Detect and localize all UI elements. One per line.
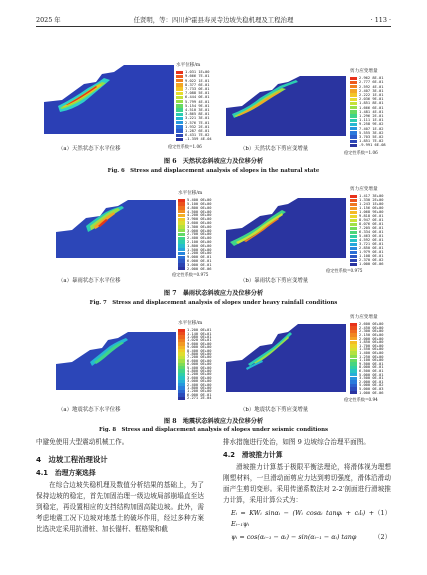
paragraph-scheme-selection: 在综合边坡失稳机理及数值分析结果的基础上，为了保持边坡的稳定，首先加固治理一级边坡局部崩塌直至达到稳定，再设置相应的支挡结构加固高陡边坡。此外，需考虑地震工况下边坡对地基土的破坏作用，经过多种方案比选决定采用抗滑桩、加长锚杆、框格梁和截	[36, 481, 204, 533]
subsection-heading-4-1: 4.1 治理方案选择	[36, 469, 96, 477]
fig7b-legend-value: 7.205 0E-01	[359, 226, 384, 231]
fig7a-stability-factor: 稳定性系数=0.975	[172, 272, 209, 277]
fig8b-legend-value: 1.550 0E+00	[359, 347, 384, 352]
fig6b-legend-value: 1.296 2E-01	[359, 114, 384, 119]
fig8a-legend-value: 1.020 0E+01	[187, 338, 212, 343]
fig6a-legend-value: -1.359 4E-04	[185, 137, 212, 142]
fig8a-legend-value: 2.271 2E-04	[187, 396, 212, 401]
fig7a-legend-value: 1.200 0E+00	[187, 251, 212, 256]
section-heading-4: 4 边坡工程治理设计	[36, 455, 108, 464]
fig8b-legend-title: 剪力应变增量	[350, 315, 378, 320]
fig7-horizontal-displacement-plot	[56, 191, 216, 277]
fig6b-legend-value: 7.407 1E-02	[359, 126, 384, 131]
equation-1-body: Eᵢ = KWᵢ sinαᵢ − (Wᵢ cosαᵢ tanφᵢ + cᵢlᵢ) + Eᵢ₋₁ψᵢ	[231, 509, 375, 528]
fig8a-subcaption: （a）地震状态下水平位移	[58, 407, 121, 413]
fig8b-legend-value: 2.150 0E+00	[359, 333, 384, 338]
fig6b-legend-value: 5.555 3E-02	[359, 130, 384, 135]
fig6b-subcaption: （b）天然状态下剪应变增量	[240, 146, 309, 152]
fig8-shear-strain-plot	[226, 315, 391, 402]
fig8b-legend-value: 2.450 0E+00	[359, 325, 384, 330]
fig8b-legend-value: 2.600 0E+00	[359, 322, 384, 327]
header-title: 任贤明，等：四川炉霍县寿灵寺边坡失稳机理及工程治理	[133, 16, 294, 24]
fig8a-legend-value: 9.600 0E+00	[187, 341, 212, 346]
paragraph-continued: 中避免使用大型震动机械工作。	[36, 438, 129, 446]
fig8a-legend-value: 2.400 0E+00	[187, 382, 212, 387]
equation-2-body: ψᵢ = cos(αᵢ₋₁ − αᵢ) − sin(αᵢ₋₁ − αᵢ) tanφ	[231, 533, 357, 541]
fig7b-legend-value: 8.947 0E-01	[359, 218, 384, 223]
fig7b-legend-value: 1.108 0E-01	[359, 254, 384, 259]
fig7b-legend-value: 1.068 9E+00	[359, 210, 384, 215]
fig7b-legend-value: 4.592 0E-01	[359, 238, 384, 243]
fig7a-legend-value: 4.200 0E+00	[187, 213, 212, 218]
fig6a-legend-value: 1.287 6E-01	[185, 129, 210, 134]
fig7b-legend-value: 8.076 0E-01	[359, 222, 384, 227]
equation-1	[223, 508, 391, 530]
fig6b-legend-value: 1.666 6E-01	[359, 105, 384, 110]
fig8a-legend-value: 3.000 0E+00	[187, 379, 212, 384]
fig6-caption-zh: 图 6 天然状态斜坡应力及位移分析	[163, 158, 264, 165]
fig6b-legend-value: 2.962 8E-01	[359, 76, 384, 81]
fig6a-subcaption: （a）天然状态下水平位移	[58, 146, 121, 152]
fig7a-subcaption: （a）暴雨状态下水平位移	[58, 278, 121, 284]
fig8-horizontal-displacement-plot	[56, 321, 216, 402]
fig6a-legend-value: 6.431 7E-02	[185, 133, 210, 138]
fig6a-legend-value: 9.666 7E-01	[185, 74, 210, 79]
fig6b-legend-value: 1.851 7E-02	[359, 139, 384, 144]
fig7b-legend-value: 2.370 0E-02	[359, 258, 384, 263]
fig7b-legend-value: 1.979 0E-01	[359, 250, 384, 255]
fig6b-legend-value: 1.111 1E-01	[359, 118, 384, 123]
fig8b-legend-value: 2.300 0E+00	[359, 329, 384, 334]
fig6b-legend-value: 9.258 9E-02	[359, 122, 384, 127]
left-text-column	[36, 437, 204, 535]
fig7a-legend-title: 水平位移/m	[178, 191, 203, 196]
fig6a-legend-value: 4.510 3E-01	[185, 108, 210, 113]
fig8b-legend-value: 2.000 0E-01	[359, 379, 384, 384]
fig6a-legend-value: 7.088 5E-01	[185, 91, 210, 96]
equation-2-number: （2）	[374, 533, 391, 541]
fig6b-legend-value: 1.481 4E-01	[359, 109, 384, 114]
fig7-shear-strain-plot	[226, 187, 391, 273]
fig8-caption-en: Fig. 8 Stress and displacement analysis of slopes under seismic conditions	[98, 427, 329, 433]
fig7b-legend-value: 1.000 0E-06	[359, 262, 384, 267]
fig7b-subcaption: （b）暴雨状态下剪应变增量	[240, 278, 309, 284]
fig7b-legend-value: 9.818 0E-01	[359, 214, 384, 219]
fig8b-legend-value: 5.000 0E-02	[359, 383, 384, 388]
fig6a-legend-value: 2.576 7E-01	[185, 120, 210, 125]
fig8a-legend-value: 3.600 0E+00	[187, 375, 212, 380]
paragraph-thrust-calculation: 滑坡推力计算基于极限平衡法理论，将滑体视为理想刚塑材料，一旦滑动面剪应力达到剪切强度，滑体沿滑动面产生剪切变形。采用传递系数法对 2-2′剖面进行滑坡推力计算，采用计算公式为：	[223, 463, 391, 504]
fig8b-legend-value: 1.100 0E+00	[359, 358, 384, 363]
fig6b-legend-value: 2.592 4E-01	[359, 84, 384, 89]
fig8a-legend-value: 6.000 0E-01	[187, 392, 212, 397]
fig8a-legend-value: 1.080 0E+01	[187, 335, 212, 340]
fig6a-legend-value: 1.932 2E-01	[185, 124, 210, 129]
equation-1-number: （1）	[374, 509, 391, 517]
fig6b-legend-value: 2.036 9E-01	[359, 97, 384, 102]
fig8b-stability-factor: 稳定性系数=0.94	[344, 397, 378, 402]
fig6b-legend-value: 2.222 1E-01	[359, 93, 384, 98]
fig7a-legend-value: 2.000 0E-06	[187, 266, 212, 271]
fig8b-legend-value: 1.850 0E+00	[359, 340, 384, 345]
figure-7	[36, 188, 391, 308]
fig8a-legend-value: 4.200 0E+00	[187, 372, 212, 377]
fig8a-legend-title: 水平位移/m	[178, 321, 203, 326]
fig7a-legend-value: 2.400 0E+00	[187, 236, 212, 241]
fig8a-legend-value: 7.200 0E+00	[187, 355, 212, 360]
fig7a-legend-value: 2.100 0E+00	[187, 240, 212, 245]
fig7a-legend-value: 9.000 0E-01	[187, 255, 212, 260]
figure-6	[36, 56, 391, 176]
fig7a-legend-value: 2.700 0E+00	[187, 232, 212, 237]
fig7b-legend-title: 剪力应变增量	[350, 187, 378, 192]
fig8a-legend-value: 6.000 0E+00	[187, 362, 212, 367]
fig7a-legend-value: 4.800 0E+00	[187, 205, 212, 210]
fig7b-legend-value: 1.417 3E+00	[359, 194, 384, 199]
fig6a-legend-value: 5.799 4E-01	[185, 99, 210, 104]
fig6b-stability-factor: 稳定性系数=1.06	[344, 150, 378, 155]
fig6b-legend-value: 2.407 3E-01	[359, 88, 384, 93]
fig8a-legend-value: 1.800 0E+00	[187, 386, 212, 391]
fig8a-legend-value: 1.200 0E+01	[187, 328, 212, 333]
fig6b-legend-value: 1.851 8E-01	[359, 101, 384, 106]
right-text-column	[223, 437, 391, 543]
fig6a-legend-value: 6.444 0E-01	[185, 95, 210, 100]
fig7b-stability-factor: 稳定性系数=0.975	[326, 268, 363, 273]
fig6a-legend-value: 3.221 3E-01	[185, 116, 210, 121]
header-year: 2025 年	[36, 16, 61, 24]
fig8b-legend-value: 9.500 0E-01	[359, 361, 384, 366]
fig7a-legend-value: 3.300 0E+00	[187, 224, 212, 229]
fig7b-legend-value: 1.156 0E+00	[359, 206, 384, 211]
fig7b-legend-value: 1.330 2E+00	[359, 198, 384, 203]
fig6a-legend-title: 水平位移/m	[176, 63, 201, 68]
fig7b-legend-value: 3.721 0E-01	[359, 242, 384, 247]
fig6a-legend-value: 3.865 8E-01	[185, 112, 210, 117]
fig7-caption-en: Fig. 7 Stress and displacement analysis of slopes under heavy rainfall conditions	[89, 300, 338, 306]
fig7a-legend-value: 6.000 0E-01	[187, 259, 212, 264]
fig6-caption-en: Fig. 6 Stress and displacement analysis of slopes in the natural state	[107, 168, 320, 174]
fig7-caption-zh: 图 7 暴雨状态斜坡应力及位移分析	[163, 290, 264, 297]
fig7a-legend-value: 1.800 0E+00	[187, 243, 212, 248]
fig8b-legend-value: 3.500 0E-01	[359, 376, 384, 381]
fig8a-legend-value: 7.800 0E+00	[187, 352, 212, 357]
fig8a-legend-value: 5.400 0E+00	[187, 365, 212, 370]
fig8a-legend-value: 9.000 0E+00	[187, 345, 212, 350]
fig7a-legend-value: 5.400 0E+00	[187, 198, 212, 203]
fig6b-legend-value: -9.991 6E-08	[359, 143, 386, 148]
fig6a-legend-value: 8.377 6E-01	[185, 82, 210, 87]
header-page-number: · 113 ·	[370, 16, 391, 24]
fig7b-legend-value: 6.334 0E-01	[359, 230, 384, 235]
fig8b-legend-value: 1.000 0E-06	[359, 390, 384, 395]
fig6b-legend-title: 剪力应变增量	[350, 69, 378, 74]
fig8b-legend-value: 1.700 0E+00	[359, 343, 384, 348]
fig8b-legend-value: 6.500 0E-01	[359, 369, 384, 374]
fig8a-legend-value: 6.600 0E+00	[187, 358, 212, 363]
fig7a-legend-value: 3.600 0E+00	[187, 221, 212, 226]
fig8b-subcaption: （b）地震状态下剪应变增量	[240, 407, 309, 413]
fig6a-legend-value: 1.031 1E+00	[185, 70, 210, 75]
fig8-caption-zh: 图 8 地震状态斜坡应力及位移分析	[163, 418, 264, 425]
fig7a-legend-value: 5.100 0E+00	[187, 202, 212, 207]
fig8a-legend-value: 1.140 0E+01	[187, 331, 212, 336]
fig8b-legend-value: 1.250 0E+00	[359, 354, 384, 359]
fig7b-legend-value: 2.850 0E-01	[359, 246, 384, 251]
fig7b-legend-value: 5.463 0E-01	[359, 234, 384, 239]
fig8b-legend-value: 2.000 0E+00	[359, 336, 384, 341]
fig7a-legend-value: 4.500 0E+00	[187, 209, 212, 214]
fig8b-legend-value: 5.000 0E-01	[359, 372, 384, 377]
fig8b-legend-value: 1.400 0E+00	[359, 351, 384, 356]
fig7a-legend-value: 1.500 0E+00	[187, 247, 212, 252]
fig7a-legend-value: 3.000 0E-01	[187, 262, 212, 267]
fig8b-legend-value: 5.000 0E-03	[359, 387, 384, 392]
subsection-heading-4-2: 4.2 滑坡推力计算	[223, 451, 283, 459]
fig6b-legend-value: 2.777 6E-01	[359, 80, 384, 85]
fig7a-legend-value: 3.000 0E+00	[187, 228, 212, 233]
fig6a-legend-value: 7.733 0E-01	[185, 87, 210, 92]
equation-2	[223, 532, 391, 543]
paragraph-continued-right: 排水措施进行处治，如图 9 边坡综合治理平面图。	[223, 438, 370, 446]
fig6a-legend-value: 9.022 1E-01	[185, 78, 210, 83]
fig6a-legend-value: 5.154 9E-01	[185, 103, 210, 108]
fig6a-stability-factor: 稳定性系数=1.06	[168, 144, 202, 149]
figure-8	[36, 312, 391, 432]
fig6b-legend-value: 3.703 5E-02	[359, 135, 384, 140]
fig7a-legend-value: 3.900 0E+00	[187, 217, 212, 222]
fig8a-legend-value: 8.400 0E+00	[187, 348, 212, 353]
fig8a-legend-value: 1.200 0E+00	[187, 389, 212, 394]
fig7b-legend-value: 1.243 1E+00	[359, 202, 384, 207]
fig8b-legend-value: 8.000 0E-01	[359, 365, 384, 370]
fig8a-legend-value: 4.800 0E+00	[187, 369, 212, 374]
running-header	[36, 14, 391, 27]
